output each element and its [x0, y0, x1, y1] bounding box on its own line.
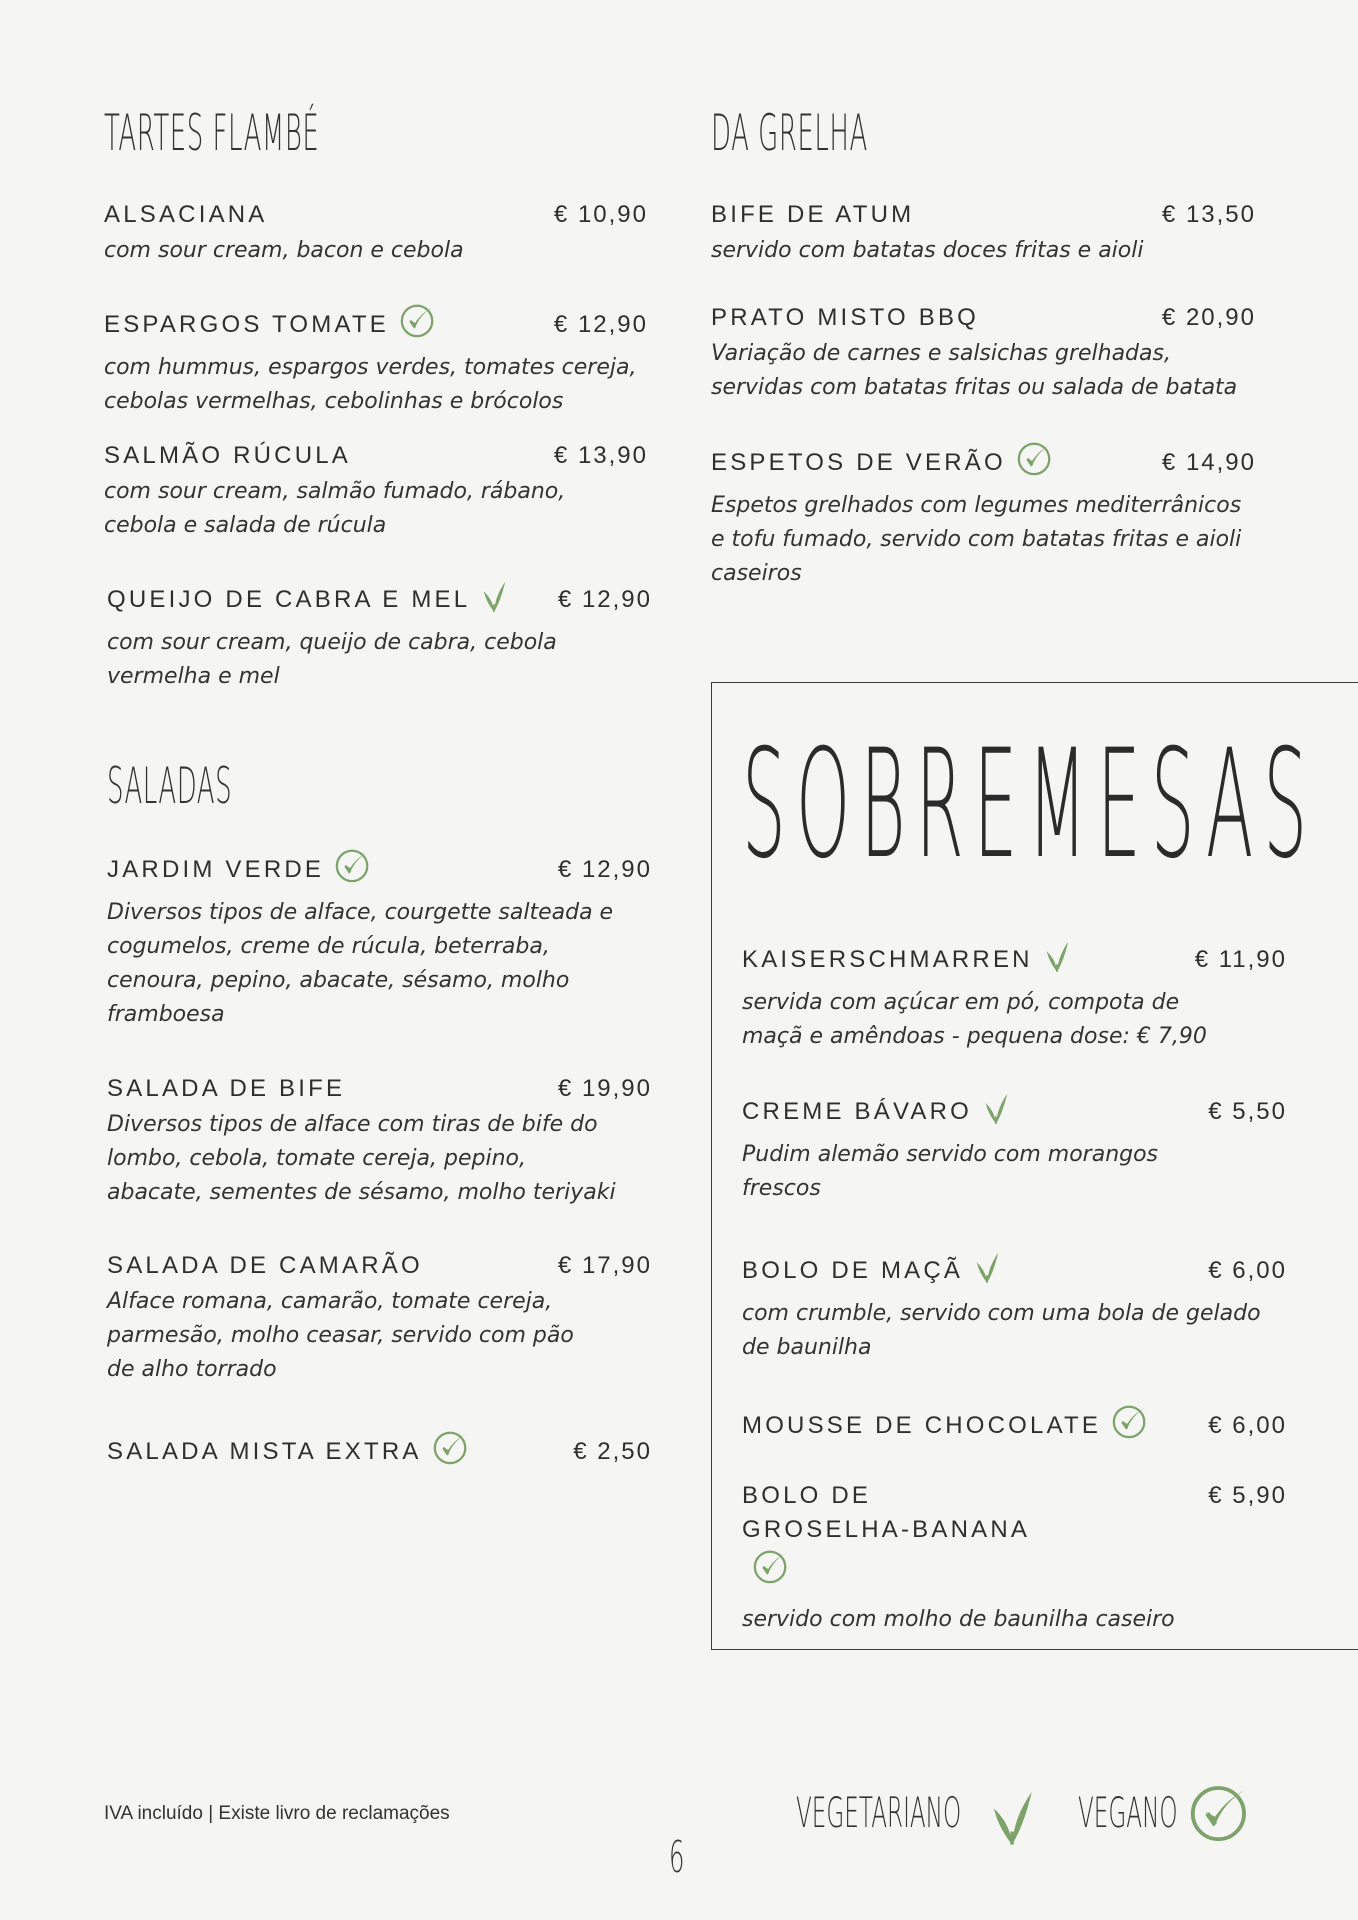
menu-item — [104, 198, 648, 268]
item-description: com sour cream, queijo de cabra, cebola vermelha e mel — [107, 630, 557, 689]
item-name: SALADA DE CAMARÃO — [107, 1252, 423, 1279]
item-price: € 12,90 — [553, 311, 648, 338]
item-price: € 10,90 — [553, 201, 648, 228]
vegan-icon — [752, 1547, 790, 1595]
item-name: PRATO MISTO BBQ — [711, 304, 980, 331]
item-price: € 19,90 — [557, 1075, 652, 1102]
item-description: com sour cream, salmão fumado, rábano, cebola e salada de rúcula — [104, 479, 566, 538]
vegetarian-icon — [986, 1782, 1038, 1853]
item-name: CREME BÁVARO — [742, 1098, 972, 1125]
menu-item — [711, 439, 1256, 591]
vegan-icon — [432, 1428, 470, 1476]
item-name: SALADA MISTA EXTRA — [107, 1438, 422, 1465]
item-name: ESPARGOS TOMATE — [104, 311, 389, 338]
vegan-icon — [1111, 1402, 1149, 1450]
item-name: MOUSSE DE CHOCOLATE — [742, 1412, 1102, 1439]
item-name-wrap — [104, 301, 437, 349]
item-name: SALMÃO RÚCULA — [104, 442, 351, 469]
item-description: servido com molho de baunilha caseiro — [742, 1607, 1175, 1632]
item-price: € 6,00 — [1208, 1257, 1287, 1284]
item-name: BOLO DE GROSELHA-BANANA — [742, 1482, 1031, 1543]
menu-item — [742, 1402, 1287, 1450]
footer-note: IVA incluído | Existe livro de reclamações — [104, 1803, 450, 1824]
menu-item — [107, 1072, 652, 1210]
item-name-wrap — [742, 1479, 1042, 1595]
item-price: € 11,90 — [1194, 946, 1287, 973]
item-price: € 2,50 — [573, 1438, 652, 1465]
item-description: Pudim alemão servido com morangos frescos — [742, 1142, 1159, 1201]
item-name-wrap — [742, 1247, 1001, 1295]
item-name-wrap — [107, 1428, 470, 1476]
item-price: € 6,00 — [1208, 1412, 1287, 1439]
item-name: ESPETOS DE VERÃO — [711, 449, 1006, 476]
vegetarian-icon — [973, 1247, 1001, 1295]
menu-item — [107, 1249, 652, 1387]
item-price: € 14,90 — [1161, 449, 1256, 476]
section-title-sobremesas: SOBREMESAS — [742, 718, 1318, 892]
item-name: KAISERSCHMARREN — [742, 946, 1033, 973]
menu-item — [742, 936, 1287, 1054]
item-description: Espetos grelhados com legumes mediterrânicos e tofu fumado, servido com batatas fritas e aioli caseiros — [711, 493, 1242, 586]
item-description: com crumble, servido com uma bola de gelado de baunilha — [742, 1301, 1261, 1360]
item-description: com sour cream, bacon e cebola — [104, 238, 464, 263]
item-price: € 5,90 — [1208, 1482, 1287, 1509]
item-price: € 12,90 — [557, 856, 652, 883]
item-name-wrap — [711, 439, 1054, 487]
vegan-icon — [1188, 1780, 1252, 1849]
item-price: € 5,50 — [1208, 1098, 1287, 1125]
legend-vegetarian-label: VEGETARIANO — [796, 1788, 962, 1837]
item-name: JARDIM VERDE — [107, 856, 325, 883]
section-title-grelha: DA GRELHA — [711, 104, 868, 162]
item-price: € 13,90 — [553, 442, 648, 469]
item-price: € 17,90 — [557, 1252, 652, 1279]
section-title-tartes: TARTES FLAMBÉ — [104, 104, 320, 162]
item-name: BOLO DE MAÇÃ — [742, 1257, 964, 1284]
menu-item — [742, 1479, 1287, 1637]
vegetarian-icon — [982, 1088, 1010, 1136]
section-title-saladas: SALADAS — [107, 757, 233, 815]
vegan-icon — [334, 846, 372, 894]
vegan-icon — [399, 301, 437, 349]
item-name-wrap — [107, 576, 508, 624]
menu-item — [711, 301, 1256, 405]
item-name: SALADA DE BIFE — [107, 1075, 346, 1102]
menu-item — [107, 1428, 652, 1476]
item-description: Diversos tipos de alface com tiras de bife do lombo, cebola, tomate cereja, pepino, abacate, sementes de sésamo, molho teriyaki — [107, 1112, 616, 1205]
item-price: € 13,50 — [1161, 201, 1256, 228]
menu-item — [104, 439, 648, 543]
menu-item — [107, 576, 652, 694]
item-description: servida com açúcar em pó, compota de maçã e amêndoas - pequena dose: € 7,90 — [742, 990, 1207, 1049]
menu-item — [711, 198, 1256, 268]
item-description: servido com batatas doces fritas e aioli — [711, 238, 1144, 263]
vegan-icon — [1016, 439, 1054, 487]
menu-item — [742, 1088, 1287, 1206]
menu-item — [104, 301, 648, 419]
item-price: € 20,90 — [1161, 304, 1256, 331]
legend-vegan-label: VEGANO — [1078, 1788, 1178, 1837]
item-price: € 12,90 — [557, 586, 652, 613]
item-name-wrap — [107, 846, 372, 894]
item-description: Variação de carnes e salsichas grelhadas, servidas com batatas fritas ou salada de batata — [711, 341, 1238, 400]
vegetarian-icon — [1043, 936, 1071, 984]
item-description: Diversos tipos de alface, courgette salteada e cogumelos, creme de rúcula, beterraba, cenoura, pepino, abacate, sésamo, molho framboesa — [107, 900, 614, 1027]
page-number: 6 — [669, 1832, 685, 1883]
vegetarian-icon — [480, 576, 508, 624]
item-name: BIFE DE ATUM — [711, 201, 915, 228]
menu-item — [742, 1247, 1287, 1365]
item-name: QUEIJO DE CABRA E MEL — [107, 586, 471, 613]
item-name-wrap — [742, 1088, 1010, 1136]
item-name-wrap — [742, 1402, 1149, 1450]
item-description: com hummus, espargos verdes, tomates cereja, cebolas vermelhas, cebolinhas e brócolos — [104, 355, 637, 414]
item-description: Alface romana, camarão, tomate cereja, parmesão, molho ceasar, servido com pão de alho torrado — [107, 1289, 574, 1382]
item-name-wrap — [742, 936, 1071, 984]
item-name: ALSACIANA — [104, 201, 268, 228]
menu-item — [107, 846, 652, 1032]
